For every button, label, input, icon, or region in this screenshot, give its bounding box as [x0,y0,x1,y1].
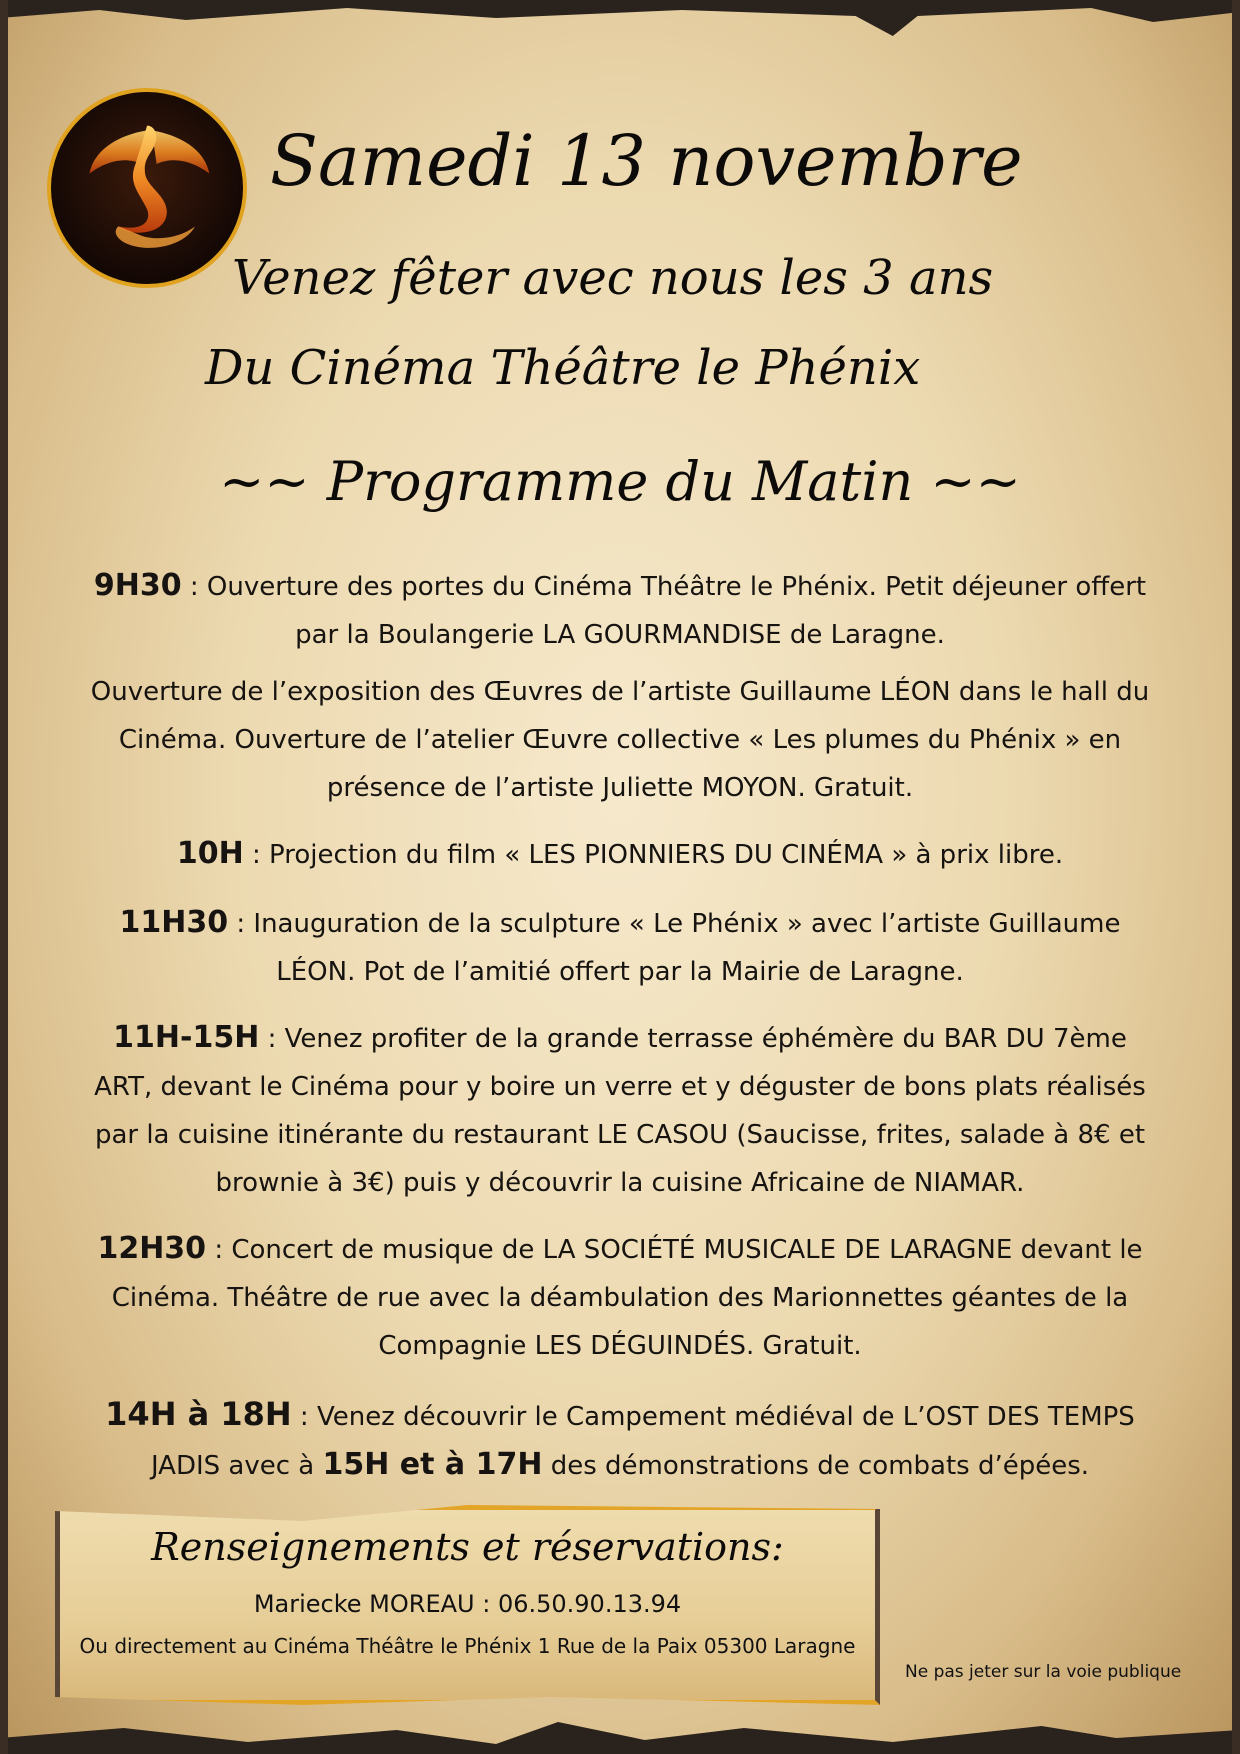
program-item [85,562,1155,659]
event-date: Samedi 13 novembre [270,120,1023,202]
contact-address: Ou directement au Cinéma Théâtre le Phénix 1 Rue de la Paix 05300 Laragne [79,1634,856,1658]
program-item [85,1390,1155,1490]
program-item [85,899,1155,996]
program-time: 9H30 [93,568,182,603]
phoenix-logo [47,88,247,288]
program-highlight: 15H et à 17H [322,1447,543,1482]
program-item [85,830,1155,879]
contact-person: Mariecke MOREAU : 06.50.90.13.94 [253,1590,682,1618]
burnt-edge-top [0,0,1240,40]
program-item [85,1225,1155,1370]
program-time: 14H à 18H [105,1395,292,1433]
program-item [85,1014,1155,1207]
program-text: des démonstrations de combats d’épées. [542,1451,1090,1481]
program-item [85,668,1155,812]
program-time: 10H [176,836,244,871]
program-time: 11H-15H [113,1020,260,1055]
program-text: : Concert de musique de LA SOCIÉTÉ MUSICALE DE LARAGNE devant le Cinéma. Théâtre de rue avec la déambulation des Marionnettes géantes de la Compagnie LES DÉGUINDÉS. Gratuit. [111,1235,1143,1361]
burnt-edge-right [1232,0,1240,1754]
program-text: : Venez découvrir le Campement médiéval de L’OST DES TEMPS JADIS avec à [150,1402,1135,1481]
program-text: : Projection du film « LES PIONNIERS DU CINÉMA » à prix libre. [243,840,1064,870]
program-heading: ~~ Programme du Matin ~~ [219,450,1021,513]
program-time: 11H30 [119,905,229,940]
contact-title: Renseignements et réservations: [151,1525,784,1569]
burnt-edge-bottom [0,1714,1240,1754]
program-text: : Ouverture des portes du Cinéma Théâtre le Phénix. Petit déjeuner offert par la Boulangerie LA GOURMANDISE de Laragne. [181,572,1147,650]
program-text: : Venez profiter de la grande terrasse éphémère du BAR DU 7ème ART, devant le Cinéma pour y boire un verre et y déguster de bons plats réalisés par la cuisine itinérante du restaurant LE CASOU (Saucisse, frites, salade à 8€ et brownie à 3€) puis y découvrir la cuisine Africaine de NIAMAR. [94,1024,1146,1198]
program-text: : Inauguration de la sculpture « Le Phénix » avec l’artiste Guillaume LÉON. Pot de l’amitié offert par la Mairie de Laragne. [228,909,1121,987]
subtitle-line-1: Venez fêter avec nous les 3 ans [232,250,994,306]
phoenix-icon [51,92,243,284]
subtitle-line-2: Du Cinéma Théâtre le Phénix [205,340,921,396]
program-time: 12H30 [97,1231,207,1266]
program-text: Ouverture de l’exposition des Œuvres de l’artiste Guillaume LÉON dans le hall du Cinéma. Ouverture de l’atelier Œuvre collective « Les plumes du Phénix » en présence de l’artiste Juliette MOYON. Gratuit. [90,677,1150,803]
burnt-edge-left [0,0,8,1754]
disclaimer: Ne pas jeter sur la voie publique [905,1662,1182,1682]
